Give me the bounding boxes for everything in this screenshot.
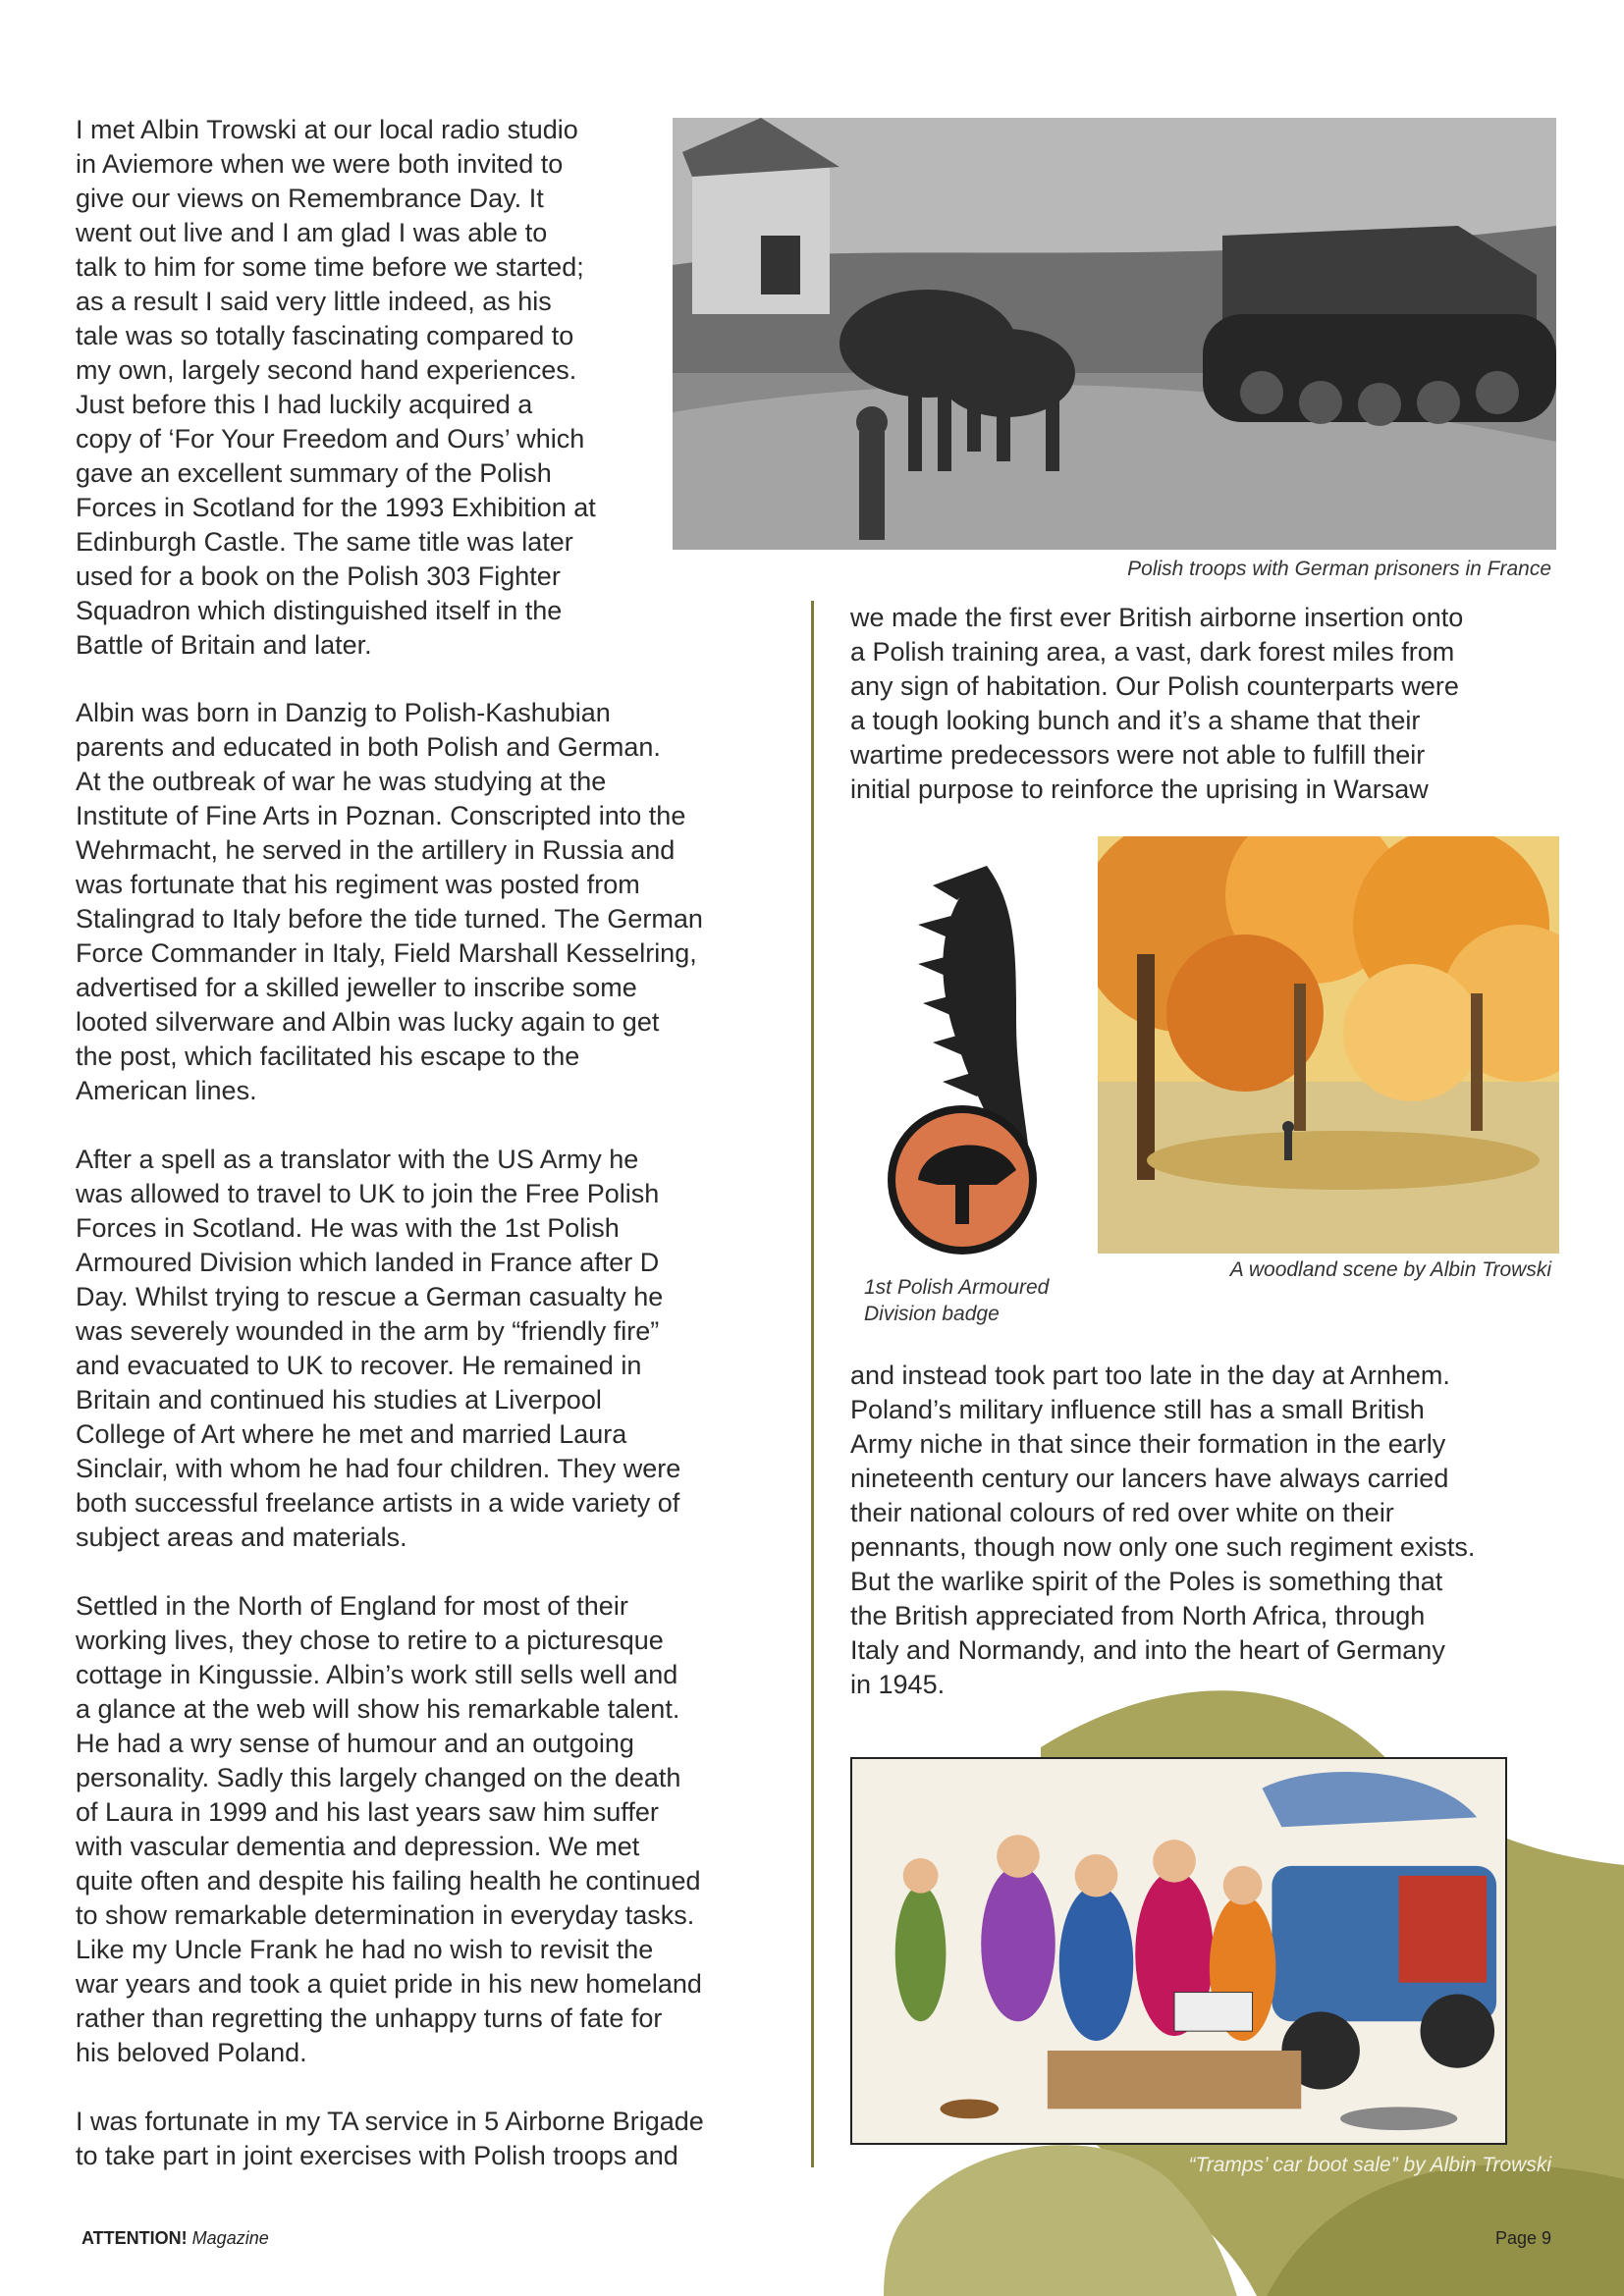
publication-name: ATTENTION! xyxy=(81,2228,188,2248)
troops-caption: Polish troops with German prisoners in France xyxy=(1127,558,1551,580)
woodland-caption: A woodland scene by Albin Trowski xyxy=(1229,1258,1551,1281)
page-number: Page 9 xyxy=(1494,2228,1551,2248)
badge-caption: 1st Polish Armoured Division badge xyxy=(864,1276,1050,1325)
left-paragraph-1: I met Albin Trowski at our local radio studio in Aviemore when we were both invited to give our views on Remembrance Day. It went out live and I am glad I was able to talk to him for some time before we started; as a result I said very little indeed, as his tale was so totally fascinating compared to my own, largely second hand experiences. Just before this I had luckily acquired a copy of ‘For Your Freedom and Ours’ which gave an excellent summary of the Polish Forces in Scotland for the 1993 Exhibition at Edinburgh Castle. The same title was later used for a book on the Polish 303 Fighter Squadron which distinguished itself in the Battle of Britain and later. xyxy=(76,115,596,660)
troops-photo xyxy=(673,118,1556,550)
left-paragraph-5: I was fortunate in my TA service in 5 Airborne Brigade to take part in joint exercises with Polish troops and xyxy=(76,2107,704,2170)
column-divider xyxy=(811,601,814,2167)
division-badge xyxy=(879,846,1075,1258)
woodland-painting xyxy=(1098,836,1559,1254)
tramps-painting xyxy=(850,1757,1507,2145)
right-paragraph-1: we made the first ever British airborne insertion onto a Polish training area, a vast, dark forest miles from any sign of habitation. Our Polish counterparts were a tough looking bunch and it’s a shame that their wartime predecessors were not able to fulfill their initial purpose to reinforce the uprising in Warsaw xyxy=(850,603,1464,804)
left-paragraph-4: Settled in the North of England for most of their working lives, they chose to retire to a picturesque cottage in Kingussie. Albin’s work still sells well and a glance at the web will show his remarkable talent. He had a wry sense of humour and an outgoing personality. Sadly this largely changed on the death of Laura in 1999 and his last years saw him suffer with vascular dementia and depression. We met quite often and despite his failing health he continued to show remarkable determination in everyday tasks. Like my Uncle Frank he had no wish to revisit the war years and took a quiet pride in his new homeland rather than regretting the unhappy turns of fate for his beloved Poland. xyxy=(76,1591,702,2067)
left-paragraph-2: Albin was born in Danzig to Polish-Kashubian parents and educated in both Polish and German. At the outbreak of war he was studying at the Institute of Fine Arts in Poznan. Conscripted into the Wehrmacht, he served in the artillery in Russia and was fortunate that his regiment was posted from Stalingrad to Italy before the tide turned. The German Force Commander in Italy, Field Marshall Kesselring, advertised for a skilled jeweller to inscribe some looted silverware and Albin was lucky again to get the post, which facilitated his escape to the American lines. xyxy=(76,698,703,1105)
right-paragraph-2: and instead took part too late in the day at Arnhem. Poland’s military influence still has a small British Army niche in that since their formation in the early nineteenth century our lancers have always carried their national colours of red over white on their pennants, though now only one such regiment exists. But the warlike spirit of the Poles is something that the British appreciated from North Africa, through Italy and Normandy, and into the heart of Germany in 1945. xyxy=(850,1361,1476,1699)
publication-suffix: Magazine xyxy=(191,2228,269,2248)
tramps-caption: “Tramps’ car boot sale” by Albin Trowski xyxy=(1188,2154,1551,2176)
left-paragraph-3: After a spell as a translator with the US Army he was allowed to travel to UK to join the Free Polish Forces in Scotland. He was with the 1st Polish Armoured Division which landed in France after D Day. Whilst trying to rescue a German casualty he was severely wounded in the arm by “friendly fire” and evacuated to UK to recover. He remained in Britain and continued his studies at Liverpool College of Art where he met and married Laura Sinclair, with whom he had four children. They were both successful freelance artists in a wide variety of subject areas and materials. xyxy=(76,1145,681,1552)
footer-publication xyxy=(81,2228,269,2249)
